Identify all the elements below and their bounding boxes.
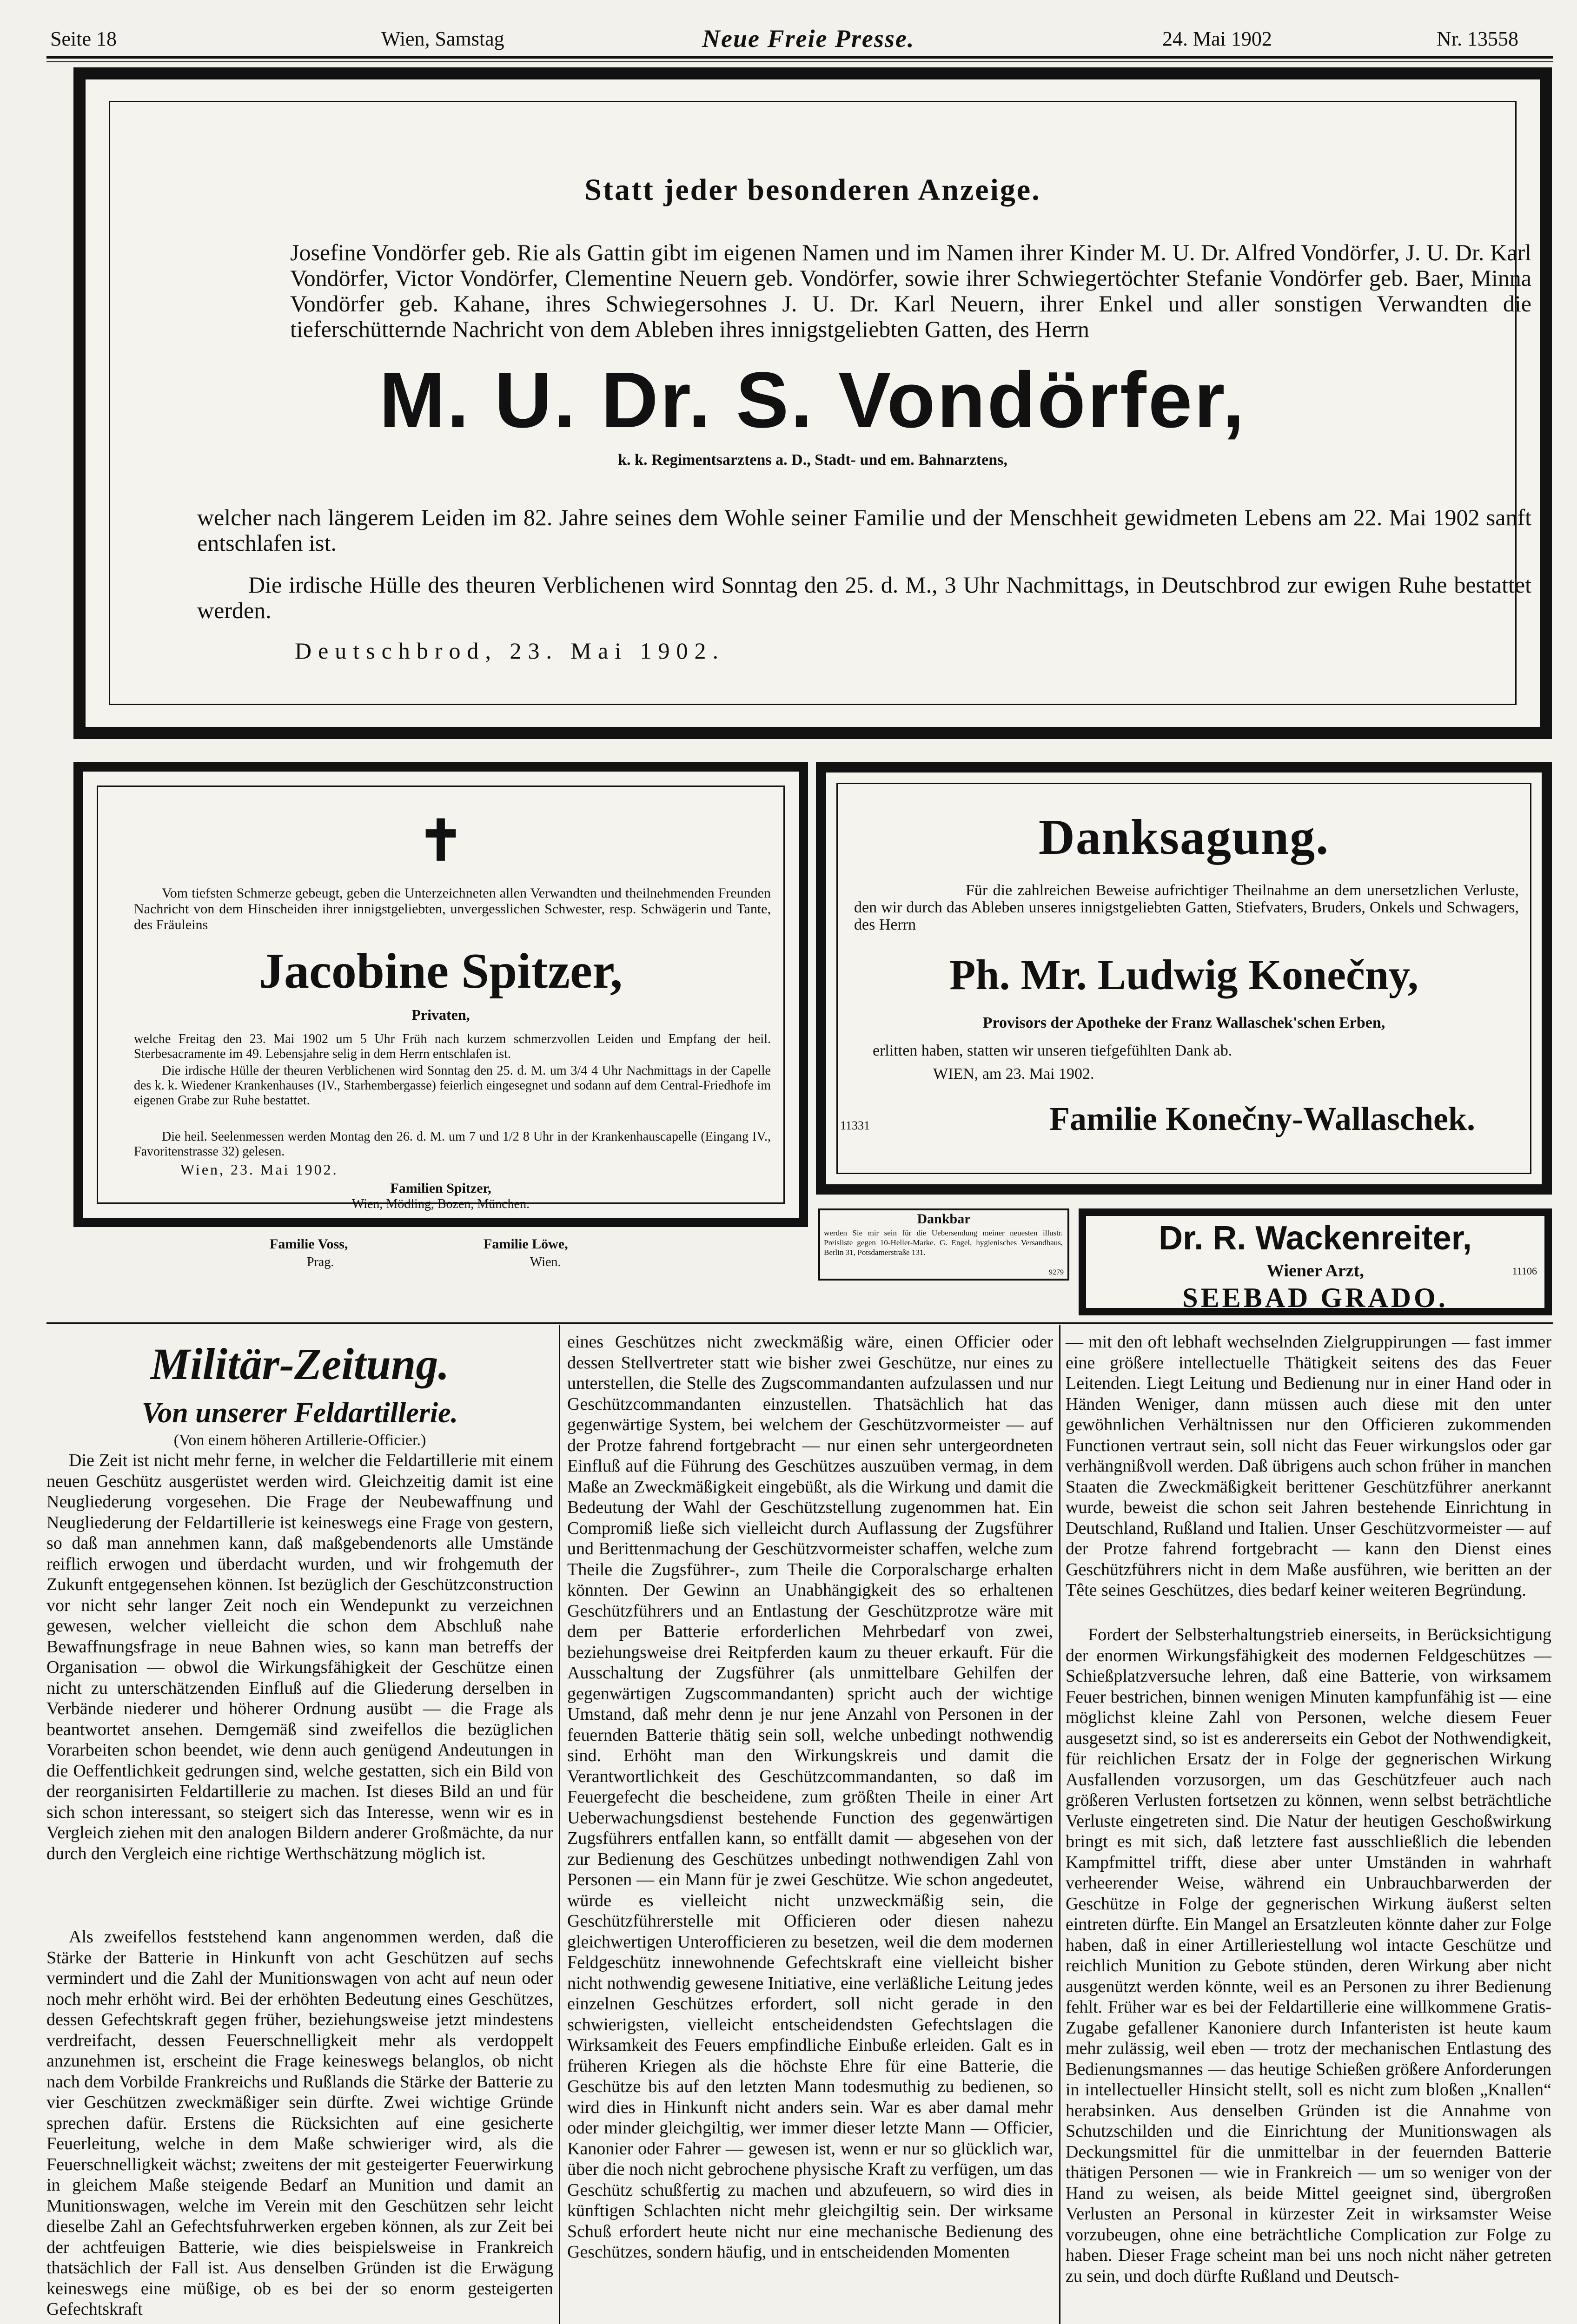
masthead: Neue Freie Presse. xyxy=(702,25,915,53)
spitzer-family-3: Familie Löwe, xyxy=(484,1236,568,1252)
wackenreiter-code: 11106 xyxy=(1512,1265,1537,1277)
article-col3-p2: Fordert der Selbsterhaltungstrieb einerseits, in Berücksichtigung der enormen Wirkungsfähigkeit des modernen Feldgeschützes — Schießplatzversuche lehren, daß eine Batterie, von wirksamem Feuer bestrichen, binnen wenigen Minuten kampfunfähig ist — eine möglichst kleine Zahl von Personen, welche diesem Feuer ausgesetzt sind, so ist es andererseits ein Gebot der Nothwendigkeit, für reichlichen Ersatz der in Folge der gegnerischen Wirkung Ausfallenden vorzusorgen, um das Geschützfeuer auch nach größeren Verlusten fortsetzen zu können, wenn selbst beträchtliche Verluste eingetreten sind. Die Natur der heutigen Geschoßwirkung bringt es mit sich, daß letztere fast ausschließlich die lebenden Kampfmittel trifft, diese aber unter Umständen in wahrhaft verheerender Weise, während ein Unbrauchbarwerden der Geschütze in Folge der gegnerischen Wirkung äußerst selten eintreten dürfte. Ein Mangel an Ersatzleuten könnte daher zur Folge haben, daß in einer Artilleriestellung wol intacte Geschütze und reichlich Munition zu Gebote stünden, deren Wirkung aber nicht ausgenützt werden könnte, weil es an Personen zu ihrer Bedienung fehlt. Früher war es bei der Feldartillerie eine willkommene Gratis-Zugabe gefallener Kanoniere durch Infanteristen ist heute kaum mehr zulässig, weil eben — trotz der mechanischen Entlastung des Bedienungsmannes — das heutige Schießen größere Anforderungen in intellectueller Hinsicht stellt, soll es nicht zum bloßen „Knallen“ herabsinken. Aus denselben Gründen ist die Annahme von Schutzschilden und die Einrichtung der Munitionswagen als Deckungsmittel für die unmittelbar in der feuernden Batterie thätigen Personen — wie in Frankreich — um so weniger von der Hand zu weisen, als beide Mittel geeignet sind, übergroßen Verlusten an Personal in kürzester Zeit in wirksamster Weise vorzubeugen, ohne eine beträchtliche Complication zur Folge zu haben. Dieser Frage scheint man bei uns noch nicht näher getreten zu sein, und doch dürfte Rußland und Deutsch- xyxy=(1066,1625,1551,2286)
cross-icon: ✝ xyxy=(417,810,464,872)
header-date: 24. Mai 1902 xyxy=(1162,27,1272,50)
section-rule xyxy=(46,1322,1553,1324)
spitzer-family-1: Familien Spitzer, xyxy=(390,1181,491,1196)
notice-place-date: Deutschbrod, 23. Mai 1902. xyxy=(295,638,725,664)
dankbar-code: 9279 xyxy=(1049,1268,1064,1276)
page-number: Seite 18 xyxy=(50,27,117,50)
dank-name: Ph. Mr. Ludwig Konečny, xyxy=(949,951,1418,998)
spitzer-text-1: welche Freitag den 23. Mai 1902 um 5 Uhr Früh nach kurzem schmerzvollen Leiden und Empfang der heil. Sterbesacramente im 49. Lebensjahre selig in dem Herrn entschlafen ist. xyxy=(134,1032,771,1061)
notice-text-2: Die irdische Hülle des theuren Verblichenen wird Sonntag den 25. d. M., 3 Uhr Nachmittags, in Deutschbrod zur ewigen Ruhe bestattet werden. xyxy=(197,572,1531,623)
article-byline: (Von einem höheren Artillerie-Officier.) xyxy=(173,1432,426,1449)
dank-sub: Provisors der Apotheke der Franz Wallaschek'schen Erben, xyxy=(982,1014,1385,1031)
spitzer-text-2: Die irdische Hülle der theuren Verblichenen wird Sonntag den 25. d. M. um 3/4 4 Uhr Nachmittags in der Capelle des k. k. Wiedener Krankenhauses (IV., Starhembergasse) feierlich eingesegnet und sodann auf dem Central-Friedhofe im eigenen Grabe zur Ruhe bestattet. xyxy=(134,1063,771,1108)
article-col3-p1: — mit den oft lebhaft wechselnden Zielgruppirungen — fast immer eine größere intellectuelle Thätigkeit seitens des das Feuer Leitenden. Liegt Leitung und Bedienung nur in einer Hand oder in Händen Weniger, dann müssen auch diese mit den unter gewöhnlichen Verhältnissen nur den Officieren zukommenden Functionen vertraut sein, soll nicht das Feuer wirkungslos oder gar verhängnißvoll werden. Daß übrigens auch schon früher in manchen Staaten die Zweckmäßigkeit berittener Geschützführer anerkannt wurde, beweist die schon seit Jahren bestehende Einrichtung in Deutschland, Rußland und Italien. Unser Geschützvormeister — auf der Protze fahrend fortgebracht — kann den Dienst eines Geschützführers nicht in dem Maße ausführen, wie beritten an der Tête seines Geschützes, dies bedarf keiner weiteren Begründung. xyxy=(1066,1332,1551,1600)
section-title: Militär-Zeitung. xyxy=(150,1339,450,1389)
notice-vondoerfer xyxy=(73,67,1552,739)
dankbar-title: Dankbar xyxy=(917,1211,971,1227)
article-col1-p1: Die Zeit ist nicht mehr ferne, in welcher die Feldartillerie mit einem neuen Geschütz ausgerüstet werden wird. Gleichzeitig damit ist eine Neugliederung vorgesehen. Die Frage der Neubewaffnung und Neugliederung der Feldartillerie ist keineswegs eine Frage von gestern, so daß man annehmen kann, daß maßgebendenorts alle Umstände reiflich erwogen und überdacht wurden, und wir frohgemuth der Zukunft entgegensehen können. Ist bezüglich der Geschützconstruction vor nicht sehr langer Zeit noch ein Wendepunkt zu verzeichnen gewesen, welcher vielleicht die schon dem Abschluß nahe Bewaffnungsfrage in neue Bahnen wies, so kann man betreffs der Organisation — obwol die Wirkungsfähigkeit der Geschütze einen nicht zu unterschätzenden Einfluß auf die Gliederung derselben in Verbände niederer und höherer Ordnung ausübt — die Frage als beantwortet ansehen. Demgemäß sind zweifellos die bezüglichen Vorarbeiten schon beendet, wie denn auch genügend Andeutungen in die Oeffentlichkeit gedrungen sind, welche gestatten, sich ein Bild von der reorganisirten Feldartillerie zu machen. Ist dieses Bild an und für sich schon interessant, so steigert sich das Interesse, wenn wir es in Vergleich ziehen mit den analogen Bildern anderer Großmächte, da nur durch den Vergleich eine richtige Werthschätzung möglich ist. xyxy=(46,1451,553,1863)
spitzer-place-date: Wien, 23. Mai 1902. xyxy=(180,1161,338,1178)
header-rule xyxy=(46,56,1553,59)
ad-dankbar xyxy=(818,1208,1069,1281)
spitzer-sub: Privaten, xyxy=(411,1006,470,1023)
column-rule-2 xyxy=(1059,1325,1060,2324)
ad-wackenreiter xyxy=(1079,1208,1552,1315)
deceased-name: M. U. Dr. S. Vondörfer, xyxy=(379,356,1246,444)
dank-family: Familie Konečny-Wallaschek. xyxy=(1049,1100,1475,1137)
article-col1-p2: Als zweifellos feststehend kann angenommen werden, daß die Stärke der Batterie in Hinkunft von acht Geschützen auf sechs vermindert und die Zahl der Munitionswagen von acht auf neun oder noch mehr erhöht wird. Bei der erhöhten Bedeutung eines Geschützes, dessen Gefechtskraft gegen früher, beziehungsweise jetzt mindestens verdreifacht, dessen Feuerschnelligkeit mehr als verdoppelt anzunehmen ist, erscheint die Frage keineswegs belanglos, ob nicht nach dem Vorbilde Frankreichs und Rußlands die Stärke der Batterie zu vier Geschützen zweckmäßiger sein dürfte. Zwei wichtige Gründe sprechen dafür. Erstens die Rücksichten auf eine gesicherte Feuerleitung, welche in dem Maße schwieriger wird, als die Feuerschnelligkeit wächst; zweitens der mit gesteigerter Feuerwirkung in gleichem Maße steigende Bedarf an Munition und damit an Munitionswagen, welche im Verein mit den Geschützen sehr leicht dieselbe Zahl an Gefechtsfuhrwerken ergeben können, als zur Zeit bei der achtfeuigen Batterie, wie dies beispielsweise in Frankreich thatsächlich der Fall ist. Aus denselben Gründen ist die Erwägung keineswegs eine müßige, ob es bei der so enorm gesteigerten Gefechtskraft xyxy=(46,1927,553,2319)
spitzer-text-3: Die heil. Seelenmessen werden Montag den 26. d. M. um 7 und 1/2 8 Uhr in der Krankenhauscapelle (Eingang IV., Favoritenstrasse 32) gelesen. xyxy=(134,1129,771,1159)
spitzer-family-3-loc: Wien. xyxy=(530,1255,561,1269)
header-rule-thin xyxy=(46,61,1553,62)
article-title: Von unserer Feldartillerie. xyxy=(141,1397,458,1429)
dankbar-text: werden Sie mir sein für die Uebersendung meiner neuesten illustr. Preisliste gegen 10-Heller-Marke. G. Engel, hygienisches Versandhaus, Berlin 31, Potsdamerstraße 131. xyxy=(824,1228,1063,1257)
dank-heading: Danksagung. xyxy=(1038,810,1330,865)
deceased-title: k. k. Regimentsarztens a. D., Stadt- und em. Bahnarztens, xyxy=(618,451,1007,469)
spitzer-intro: Vom tiefsten Schmerze gebeugt, geben die Unterzeichneten allen Verwandten und theilnehmenden Freunden Nachricht von dem Hinscheiden ihrer innigstgeliebten, unvergesslichen Schwester, resp. Schwägerin und Tante, des Fräuleins xyxy=(134,885,771,932)
spitzer-family-2: Familie Voss, xyxy=(270,1236,348,1252)
dank-text-1: Für die zahlreichen Beweise aufrichtiger Theilnahme an dem unersetzlichen Verluste, den wir durch das Ableben unseres innigstgeliebten Gatten, Stiefvaters, Bruders, Onkels und Schwagers, des Herrn xyxy=(854,882,1519,933)
spitzer-name: Jacobine Spitzer, xyxy=(259,944,623,999)
spitzer-families xyxy=(73,1197,808,1225)
wackenreiter-place: SEEBAD GRADO. xyxy=(1182,1282,1448,1313)
issue-number: Nr. 13558 xyxy=(1437,27,1518,50)
notice-text-1: welcher nach längerem Leiden im 82. Jahre seines dem Wohle seiner Familie und der Menschheit gewidmeten Lebens am 22. Mai 1902 sanft entschlafen ist. xyxy=(197,504,1531,556)
column-rule-1 xyxy=(559,1325,560,2324)
wackenreiter-name: Dr. R. Wackenreiter, xyxy=(1159,1220,1472,1257)
header-place-day: Wien, Samstag xyxy=(381,27,504,50)
spitzer-family-2-loc: Prag. xyxy=(307,1255,334,1269)
notice-danksagung xyxy=(816,762,1552,1195)
spitzer-family-1-loc: Wien, Mödling, Bozen, München. xyxy=(351,1197,530,1211)
dank-place-date: WIEN, am 23. Mai 1902. xyxy=(933,1065,1094,1083)
dank-text-2: erlitten haben, statten wir unseren tiefgefühlten Dank ab. xyxy=(873,1042,1232,1059)
notice-heading: Statt jeder besonderen Anzeige. xyxy=(584,173,1041,207)
article-col2-p1: eines Geschützes nicht zweckmäßig wäre, einen Officier oder dessen Stellvertreter statt wie bisher zwei Geschütze, nur eines zu unterstellen, die Stelle des Zugscommandanten aufzulassen und nur Geschützcommandanten einzustellen. Thatsächlich hat das gegenwärtige System, bei welchem der Geschützvormeister — auf der Protze fahrend fortgebracht — nur einen sehr untergeordneten Einfluß auf die Führung des Geschützes auszuüben vermag, in dem Maße an Zweckmäßigkeit eingebüßt, als die Wirkung und damit die Bedeutung der Wahl der Geschützstellung zugenommen hat. Ein Compromiß ließe sich vielleicht durch Auflassung der Zugsführer und Berittenmachung der Geschützvormeister schaffen, welche zum Theile die Zugsführer-, zum Theile die Corporalscharge erhalten könnten. Der Gewinn an Unabhängigkeit des so erhaltenen Geschützführers und an Entlastung der Geschützprotze wäre mit dem per Batterie erforderlichen Mehrbedarf von zwei, beziehungsweise drei Reitpferden kaum zu theuer erkauft. Für die Ausschaltung der Zugsführer (als unmittelbare Gehilfen der gegenwärtigen Zugscommandanten) spricht auch der wichtige Umstand, daß mehr denn je nur jene Anzahl von Personen in der feuernden Batterie thätig sein soll, welche unbedingt nothwendig sind. Erhöht man den Wirkungskreis und damit die Verantwortlichkeit des Geschützcommandanten, so daß im Feuergefecht die bescheidene, zum größten Theile in einer Art Ueberwachungsdienst bestehende Function des gegenwärtigen Zugsführers entfallen kann, so entfällt damit — abgesehen von der zur Bedienung des Geschützes unbedingt nothwendigen Zahl von Personen — ein Mann für je zwei Geschütze. Wie schon angedeutet, würde es vielleicht nicht unzweckmäßig sein, die Geschützführerstelle mit Officieren oder diesen nahezu gleichwertigen Unterofficieren zu besetzen, weil die dem modernen Feldgeschütz innewohnende Gefechtskraft eine vielleicht bisher nicht nothwendig gewesene Initiative, eine verläßliche Leitung jedes einzelnen Geschützes erfordert, soll nicht gerade in den schwierigsten, vielleicht entscheidendsten Gefechtslagen die Wirksamkeit des Feuers empfindliche Einbuße erleiden. Galt es in früheren Kriegen als die höchste Ehre für eine Batterie, die Geschütze bis auf den letzten Mann todesmuthig zu bedienen, so wird dies in Hinkunft nicht anders sein. War es aber damal mehr oder minder gleichgiltig, wer immer dieser letzte Mann — Officier, Kanonier oder Fahrer — gewesen ist, wenn er nur so glücklich war, über die noch nicht gebrochene physische Kraft zu verfügen, um das Geschütz schußfertig zu machen und abzufeuern, so wird dies in künftigen Schlachten nicht mehr gleichgiltig sein. Der wirksame Schuß erfordert heute nicht nur eine mechanische Bedienung des Geschützes, sondern häufig, und in entscheidenden Momenten xyxy=(567,1332,1053,2262)
wackenreiter-sub: Wiener Arzt, xyxy=(1266,1261,1364,1281)
notice-intro: Josefine Vondörfer geb. Rie als Gattin gibt im eigenen Namen und im Namen ihrer Kinder M. U. Dr. Alfred Vondörfer, J. U. Dr. Karl Vondörfer, Victor Vondörfer, Clementine Neuern geb. Vondörfer, sowie ihrer Schwiegertöchter Stefanie Vondörfer geb. Baer, Minna Vondörfer geb. Kahane, ihres Schwiegersohnes J. U. Dr. Karl Neuern, ihrer Enkel und aller sonstigen Verwandten die tieferschütternde Nachricht von dem Ableben ihres innigstgeliebten Gatten, des Herrn xyxy=(290,239,1531,342)
dank-code: 11331 xyxy=(840,1119,870,1132)
notice-spitzer xyxy=(73,762,808,1227)
